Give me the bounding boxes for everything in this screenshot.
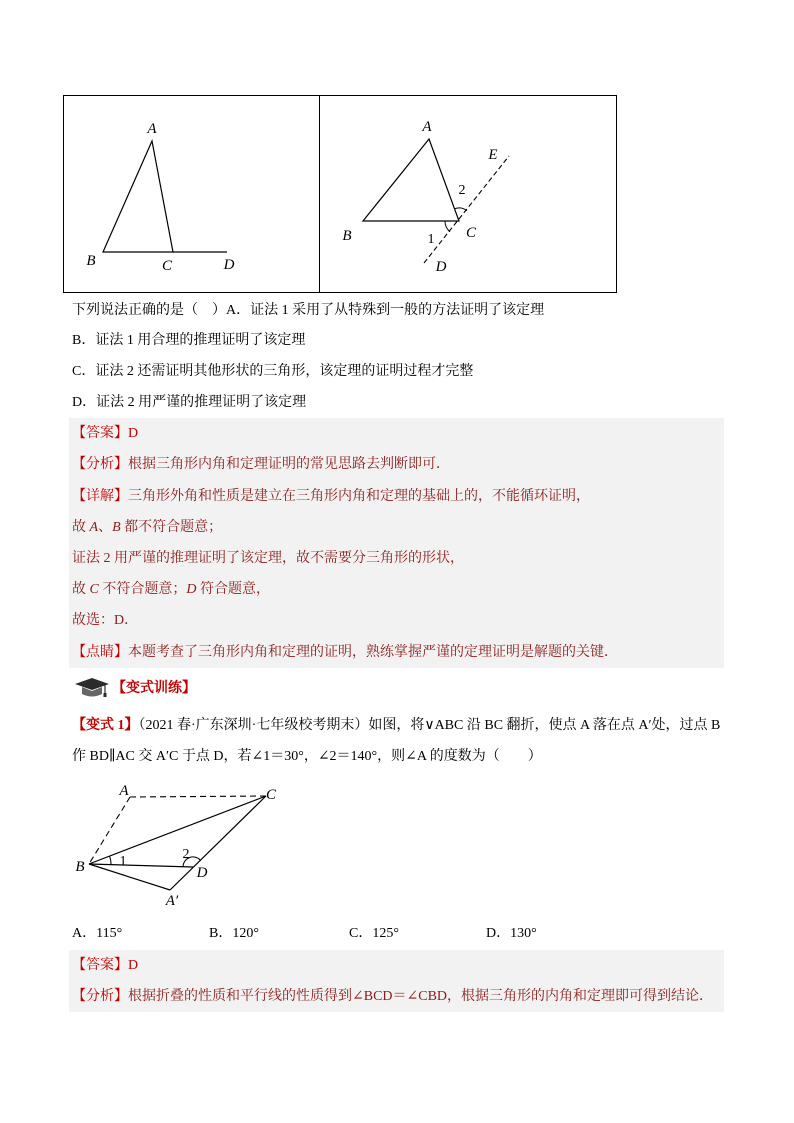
answer-line — [72, 424, 138, 444]
label-a: A — [147, 121, 157, 137]
label-c: C — [265, 787, 277, 803]
comment-text: 本题考查了三角形内角和定理的证明，熟练掌握严谨的定理证明是解题的关键． — [128, 645, 618, 660]
question1-option-d: D．证法 2 用严谨的推理证明了该定理 — [72, 395, 307, 410]
detail-text: 三角形外角和性质是建立在三角形内角和定理的基础上的，不能循环证明， — [128, 489, 590, 504]
label-b: B — [75, 859, 85, 875]
detail-line4-var2: D — [186, 582, 197, 597]
variant1-tag: 【变式 1】 — [72, 718, 139, 733]
comment-tag: 【点睛】 — [72, 645, 128, 660]
dashed-segment-ac — [130, 796, 266, 797]
label-angle1: 1 — [427, 232, 435, 247]
detail-line2-var2: B — [112, 520, 121, 535]
variant1-option-b: B．120° — [209, 926, 259, 941]
detail-line4-part3: 符合题意， — [196, 582, 270, 597]
label-angle2: 2 — [458, 183, 466, 198]
triangle-abc — [103, 141, 173, 252]
proof1-cell — [64, 96, 320, 292]
segment-a-prime-c — [170, 796, 266, 890]
solution2-panel — [69, 950, 724, 1012]
label-c: C — [161, 258, 173, 274]
label-a: A — [422, 119, 432, 135]
segment-bc — [89, 796, 266, 864]
variant1-option-a: A．115° — [72, 926, 123, 941]
label-e: E — [488, 147, 498, 163]
detail-line2-var1: A — [89, 520, 99, 535]
variant1-line1-text: （2021 春·广东深圳·七年级校考期末）如图，将∨ABC 沿 BC 翻折，使点 A 落在点 A′处，过点 B — [138, 718, 721, 733]
graduation-cap-icon — [74, 676, 110, 700]
angle1-arc — [110, 856, 112, 865]
label-c: C — [465, 225, 477, 241]
analysis-line — [72, 987, 713, 1007]
segment-ba-prime — [89, 864, 170, 890]
answer-value: D — [128, 426, 139, 441]
detail-line4-var1: C — [89, 582, 99, 597]
answer-value: D — [128, 958, 139, 973]
label-a: A — [119, 783, 129, 799]
label-b: B — [86, 253, 96, 269]
detail-line2-part3: 都不符合题意； — [120, 520, 223, 535]
detail-line2-part1: 故 — [72, 520, 90, 535]
answer-line — [72, 956, 138, 976]
variant1-figure — [0, 780, 320, 910]
comment-line — [72, 643, 618, 663]
segment-bd — [89, 864, 193, 867]
answer-tag: 【答案】 — [72, 958, 128, 973]
variant1-line2: 作 BD∥AC 交 A′C 于点 D，若∠1＝30°，∠2＝140°，则∠A 的度数为（ ） — [72, 749, 542, 764]
angle2-arc — [455, 208, 467, 211]
question1-option-c: C．证法 2 还需证明其他形状的三角形，该定理的证明过程才完整 — [72, 364, 474, 379]
analysis-line — [72, 455, 450, 475]
detail-line-1 — [72, 487, 590, 507]
label-a-prime: A′ — [165, 893, 179, 909]
answer-tag: 【答案】 — [72, 426, 128, 441]
analysis-tag: 【分析】 — [72, 989, 128, 1004]
proof2-cell — [320, 96, 616, 292]
label-b: B — [342, 228, 352, 244]
analysis-text: 根据三角形内角和定理证明的常见思路去判断即可． — [128, 457, 450, 472]
proof1-figure — [64, 96, 318, 292]
question1-stem-option-a: 下列说法正确的是（ ）A．证法 1 采用了从特殊到一般的方法证明了该定理 — [72, 303, 545, 318]
variant1-option-c: C．125° — [349, 926, 399, 941]
question1-option-b: B．证法 1 用合理的推理证明了该定理 — [72, 333, 306, 348]
angle1-arc — [445, 221, 450, 232]
label-d: D — [223, 257, 235, 273]
analysis-tag: 【分析】 — [72, 457, 128, 472]
detail-line2-part2: 、 — [98, 520, 113, 535]
label-angle1: 1 — [119, 854, 127, 869]
detail-line-2 — [72, 518, 222, 538]
variant1-line1 — [72, 716, 720, 736]
detail-line4-part2: 不符合题意； — [98, 582, 187, 597]
analysis-text: 根据折叠的性质和平行线的性质得到∠BCD＝∠CBD，根据三角形的内角和定理即可得到结论． — [128, 989, 714, 1004]
variant-section-title: 【变式训练】 — [112, 681, 196, 696]
label-d: D — [196, 865, 208, 881]
detail-line-5: 故选：D． — [72, 613, 139, 628]
dashed-line-de — [424, 156, 509, 263]
proof2-figure — [320, 96, 616, 292]
detail-line-3: 证法 2 用严谨的推理证明了该定理，故不需要分三角形的形状， — [72, 551, 464, 566]
detail-line4-part1: 故 — [72, 582, 90, 597]
solution1-panel — [69, 418, 724, 668]
detail-line-4 — [72, 580, 270, 600]
proof-figures-box — [63, 95, 617, 293]
label-d: D — [435, 259, 447, 275]
detail-tag: 【详解】 — [72, 489, 128, 504]
triangle-abc — [363, 139, 459, 221]
label-angle2: 2 — [182, 847, 190, 862]
variant1-option-d: D．130° — [486, 926, 537, 941]
